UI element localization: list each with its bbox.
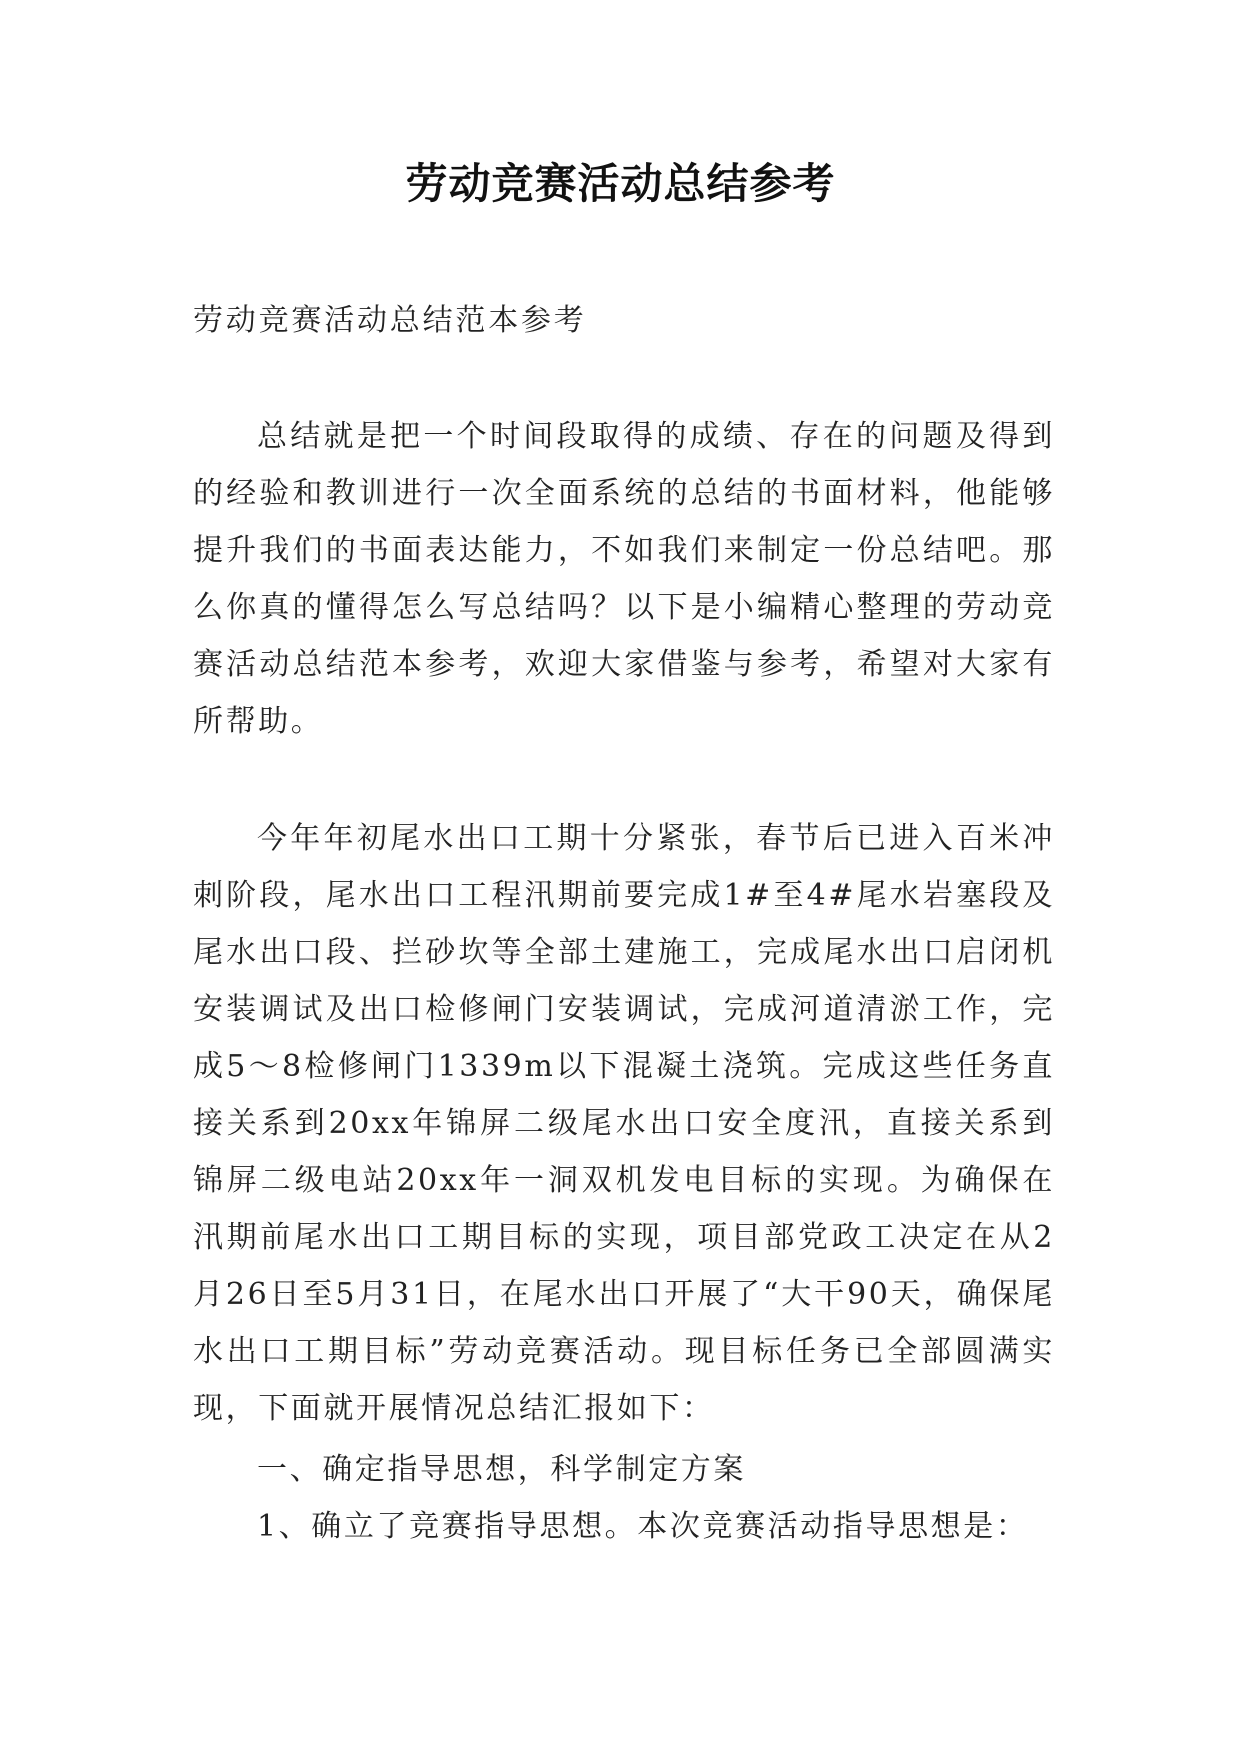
background-paragraph: 今年年初尾水出口工期十分紧张，春节后已进入百米冲刺阶段，尾水出口工程汛期前要完成1#至4#尾水岩塞段及尾水出口段、拦砂坎等全部土建施工，完成尾水出口启闭机安装调试及出口检修闸门安装调试，完成河道清淤工作，完成5～8检修闸门1339m以下混凝土浇筑。完成这些任务直接关系到20xx年锦屏二级尾水出口安全度汛，直接关系到锦屏二级电站20xx年一洞双机发电目标的实现。为确保在汛期前尾水出口工期目标的实现，项目部党政工决定在从2月26日至5月31日，在尾水出口开展了“大干90天，确保尾水出口工期目标”劳动竞赛活动。现目标任务已全部圆满实现，下面就开展情况总结汇报如下： <box>193 821 1055 1426</box>
document-title: 劳动竞赛活动总结参考 <box>405 159 836 208</box>
document-subtitle: 劳动竞赛活动总结范本参考 <box>193 303 587 338</box>
subsection-paragraph: 1、确立了竞赛指导思想。本次竞赛活动指导思想是： <box>257 1509 1029 1544</box>
section-heading: 一、确定指导思想，科学制定方案 <box>257 1452 746 1487</box>
intro-paragraph: 总结就是把一个时间段取得的成绩、存在的问题及得到的经验和教训进行一次全面系统的总结的书面材料，他能够提升我们的书面表达能力，不如我们来制定一份总结吧。那么你真的懂得怎么写总结吗？以下是小编精心整理的劳动竞赛活动总结范本参考，欢迎大家借鉴与参考，希望对大家有所帮助。 <box>193 419 1055 739</box>
